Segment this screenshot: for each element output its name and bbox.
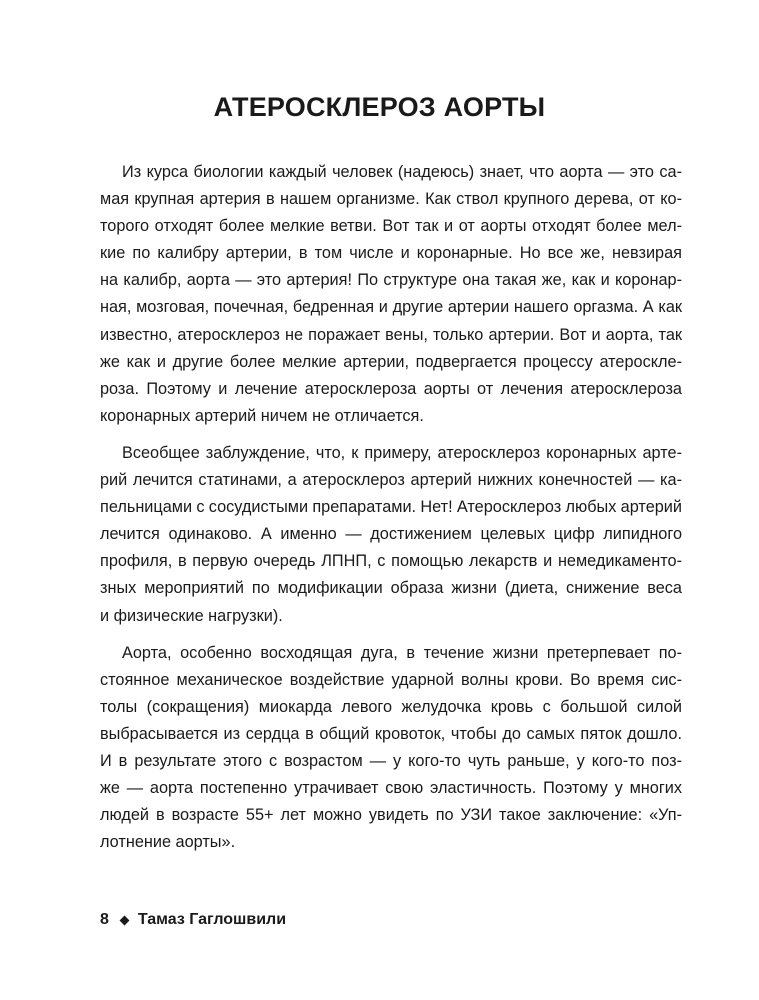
chapter-title: АТЕРОСКЛЕРОЗ АОРТЫ — [213, 92, 546, 122]
text-line: зных мероприятий по модификации образа жизни (диета, снижение веса — [100, 579, 682, 598]
text-line: же — аорта постепенно утрачивает свою эластичность. Поэтому у многих — [100, 779, 682, 798]
text-line: коронарных артерий ничем не отличается. — [100, 406, 424, 425]
text-line: и физические нагрузки). — [100, 606, 283, 625]
text-line: кие по калибру артерии, в том числе и коронарные. Но все же, невзирая — [100, 244, 682, 263]
text-line: толы (сокращения) миокарда левого желудочка кровь с большой силой — [100, 697, 682, 716]
text-line: ная, мозговая, почечная, бедренная и другие артерии нашего оргазма. А как — [100, 298, 682, 317]
paragraph — [100, 640, 682, 857]
text-line: выбрасывается из сердца в общий кровоток, чтобы до самых пяток дошло. — [100, 724, 682, 743]
text-line: профиля, в первую очередь ЛПНП, с помощью лекарств и немедикаменто- — [100, 552, 682, 571]
body-text — [100, 159, 682, 866]
text-line: пельницами с сосудистыми препаратами. Нет! Атеросклероз любых артерий — [100, 498, 682, 517]
text-line: мая крупная артерия в нашем организме. Как ствол крупного дерева, от ко- — [100, 190, 682, 209]
text-line: Аорта, особенно восходящая дуга, в течение жизни претерпевает по- — [122, 643, 682, 662]
text-line: И в результате этого с возрастом — у кого-то чуть раньше, у кого-то поз- — [100, 751, 682, 770]
page-footer — [100, 911, 286, 929]
page-number: 8 — [100, 911, 109, 928]
text-line: лечится одинаково. А именно — достижением целевых цифр липидного — [100, 525, 682, 544]
text-line: лотнение аорты». — [100, 833, 236, 852]
text-line: же как и другие более мелкие артерии, подвергается процессу атероскле- — [100, 352, 682, 371]
text-line: Из курса биологии каждый человек (надеюсь) знает, что аорта — это са- — [122, 163, 682, 181]
text-line: торого отходят более мелкие ветви. Вот так и от аорты отходят более мел- — [100, 217, 682, 236]
text-line: роза. Поэтому и лечение атеросклероза аорты от лечения атеросклероза — [100, 379, 682, 398]
text-line: стоянное механическое воздействие ударной волны крови. Во время сис- — [100, 670, 682, 689]
text-line: Всеобщее заблуждение, что, к примеру, атеросклероз коронарных арте- — [122, 443, 682, 462]
author-name: Тамаз Гаглошвили — [137, 911, 287, 928]
diamond-bullet-icon — [119, 915, 129, 925]
text-line: на калибр, аорта — это артерия! По структуре она такая же, как и коронар- — [100, 271, 682, 290]
paragraph — [100, 159, 682, 430]
text-line: известно, атеросклероз не поражает вены, только артерии. Вот и аорта, так — [100, 325, 682, 344]
text-line: людей в возрасте 55+ лет можно увидеть по УЗИ такое заключение: «Уп- — [100, 806, 682, 825]
text-line: рий лечится статинами, а атеросклероз артерий нижних конечностей — ка- — [100, 471, 682, 490]
paragraph — [100, 440, 682, 630]
